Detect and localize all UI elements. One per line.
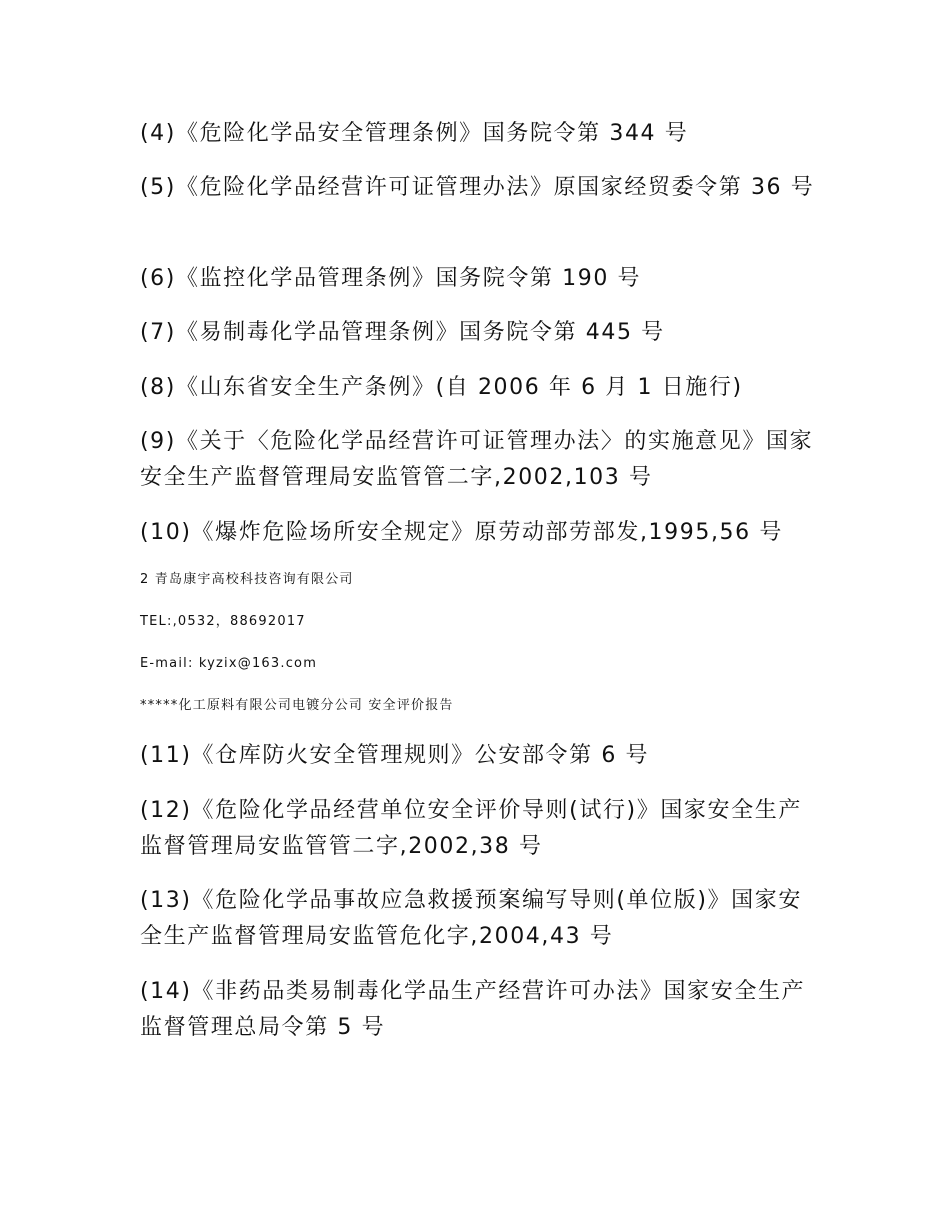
reference-item-9: (9)《关于〈危险化学品经营许可证管理办法〉的实施意见》国家安全生产监督管理局安监管管二字,2002,103 号 bbox=[140, 429, 814, 490]
reference-item-12: (12)《危险化学品经营单位安全评价导则(试行)》国家安全生产监督管理局安监管管二字,2002,38 号 bbox=[140, 798, 802, 859]
reference-item-7: (7)《易制毒化学品管理条例》国务院令第 445 号 bbox=[140, 320, 665, 345]
footer-tel: TEL:,0532，88692017 bbox=[140, 614, 306, 629]
footer-company: 2 青岛康宇高校科技咨询有限公司 bbox=[140, 572, 354, 587]
reference-item-5: (5)《危险化学品经营许可证管理办法》原国家经贸委令第 36 号 bbox=[140, 175, 815, 200]
reference-item-4: (4)《危险化学品安全管理条例》国务院令第 344 号 bbox=[140, 121, 689, 146]
reference-item-8: (8)《山东省安全生产条例》(自 2006 年 6 月 1 日施行) bbox=[140, 375, 743, 400]
reference-item-10: (10)《爆炸危险场所安全规定》原劳动部劳部发,1995,56 号 bbox=[140, 520, 783, 545]
reference-item-14: (14)《非药品类易制毒化学品生产经营许可办法》国家安全生产监督管理总局令第 5 号 bbox=[140, 979, 806, 1040]
reference-item-11: (11)《仓库防火安全管理规则》公安部令第 6 号 bbox=[140, 743, 650, 768]
reference-item-6: (6)《监控化学品管理条例》国务院令第 190 号 bbox=[140, 266, 642, 291]
footer-email: E-mail: kyzix@163.com bbox=[140, 656, 318, 671]
header-report-title: *****化工原料有限公司电镀分公司 安全评价报告 bbox=[140, 698, 454, 713]
reference-item-13: (13)《危险化学品事故应急救援预案编写导则(单位版)》国家安全生产监督管理局安监管危化字,2004,43 号 bbox=[140, 888, 802, 949]
